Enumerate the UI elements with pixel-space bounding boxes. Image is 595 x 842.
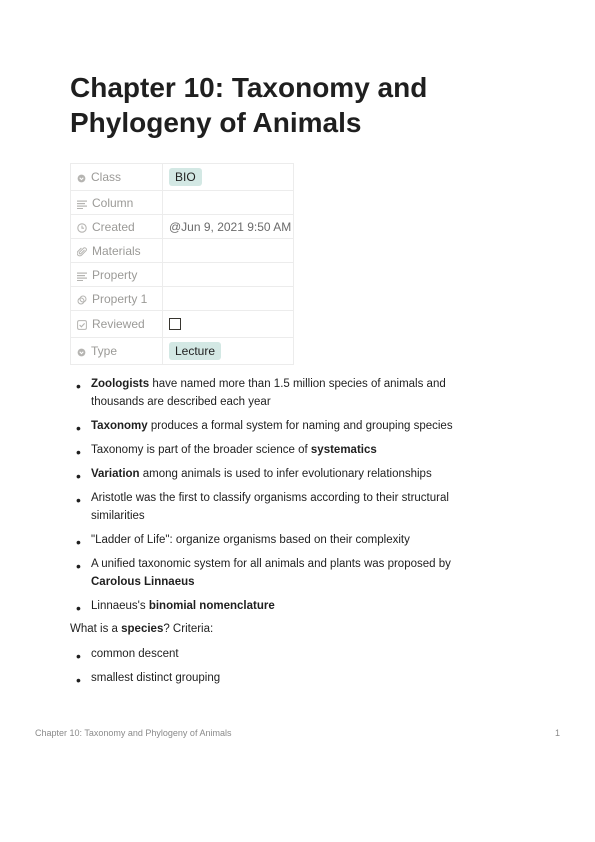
property-key [71,191,163,215]
list-item-pre: Aristotle was the first to classify organisms according to their structural similarities [91,492,449,522]
list-item-bold: Zoologists [91,378,150,390]
property-row-reviewed[interactable] [71,311,294,338]
property-row-column[interactable] [71,191,294,215]
list-item [70,441,500,459]
bullet-icon: • [76,444,81,460]
property-label: Class [91,170,122,184]
page-content [70,375,500,693]
page-title: Chapter 10: Taxonomy and Phylogeny of Animals [70,72,428,138]
property-row-class[interactable] [71,164,294,191]
clock-icon [77,220,92,234]
property-row-property[interactable] [71,263,294,287]
paragraph-bold: species [121,623,164,635]
list-item-pre: "Ladder of Life": organize organisms based on their complexity [91,534,410,546]
attachment-icon [77,244,92,258]
list-item-rest: have named more than 1.5 million species of animals and thousands are described each year [91,378,446,408]
bullet-icon: • [76,648,81,664]
list-item [70,669,500,687]
property-value[interactable] [163,239,294,263]
paragraph-rest: ? Criteria: [163,623,214,635]
property-value[interactable] [163,338,294,365]
property-label: Created [92,219,135,234]
property-key [71,239,163,263]
properties-table [70,163,294,365]
bullet-icon: • [76,534,81,550]
property-tag[interactable]: BIO [169,168,202,186]
property-key [71,215,163,239]
bullet-icon: • [76,468,81,484]
bullet-icon: • [76,672,81,688]
property-key [71,164,163,191]
list-item-rest: among animals is used to infer evolutionary relationships [139,468,432,480]
property-key [71,338,163,365]
list-item-rest: produces a formal system for naming and grouping species [147,420,453,432]
bullet-icon: • [76,558,81,574]
criteria-list [70,645,500,687]
property-row-type[interactable] [71,338,294,365]
link-icon [77,292,92,306]
list-item-bold: Carolous Linnaeus [91,576,195,588]
bullet-list [70,375,500,615]
property-row-created[interactable] [71,215,294,239]
list-item [70,375,500,411]
list-item [70,645,500,663]
list-item-bold: binomial nomenclature [148,600,275,612]
list-item-bold: Variation [91,468,140,480]
text-icon [77,268,92,282]
property-label: Property 1 [92,291,148,306]
list-item-bold: systematics [310,444,377,456]
select-icon [77,344,91,358]
property-label: Property [92,267,138,282]
property-label: Materials [92,243,141,258]
footer-page-number: 1 [554,728,560,738]
list-item [70,531,500,549]
property-value[interactable] [163,164,294,191]
checkbox-icon [77,317,92,331]
list-item-pre: common descent [91,648,179,660]
property-row-property-1[interactable] [71,287,294,311]
text-icon [77,196,92,210]
property-text: @Jun 9, 2021 9:50 AM [169,219,292,234]
property-key [71,287,163,311]
list-item [70,555,500,591]
property-value[interactable] [163,215,294,239]
list-item-pre: A unified taxonomic system for all animals and plants was proposed by [91,558,451,570]
list-item-pre: smallest distinct grouping [91,672,221,684]
bullet-icon: • [76,420,81,436]
paragraph-species [70,621,500,637]
property-tag[interactable]: Lecture [169,342,221,360]
list-item [70,417,500,435]
property-value[interactable] [163,191,294,215]
property-label: Type [91,344,118,358]
footer-title: Chapter 10: Taxonomy and Phylogeny of Animals [35,728,232,738]
property-key [71,311,163,338]
list-item-bold: Taxonomy [91,420,148,432]
property-value[interactable] [163,311,294,338]
property-label: Reviewed [92,317,145,331]
list-item [70,465,500,483]
list-item [70,597,500,615]
select-icon [77,170,91,184]
property-key [71,263,163,287]
bullet-icon: • [76,600,81,616]
paragraph-pre: What is a [70,623,122,635]
property-row-materials[interactable] [71,239,294,263]
reviewed-checkbox[interactable] [169,318,181,330]
property-label: Column [92,195,134,210]
bullet-icon: • [76,378,81,394]
list-item-pre: Linnaeus's [91,600,149,612]
property-value[interactable] [163,287,294,311]
bullet-icon: • [76,492,81,508]
property-value[interactable] [163,263,294,287]
list-item-pre: Taxonomy is part of the broader science of [91,444,311,456]
list-item [70,489,500,525]
